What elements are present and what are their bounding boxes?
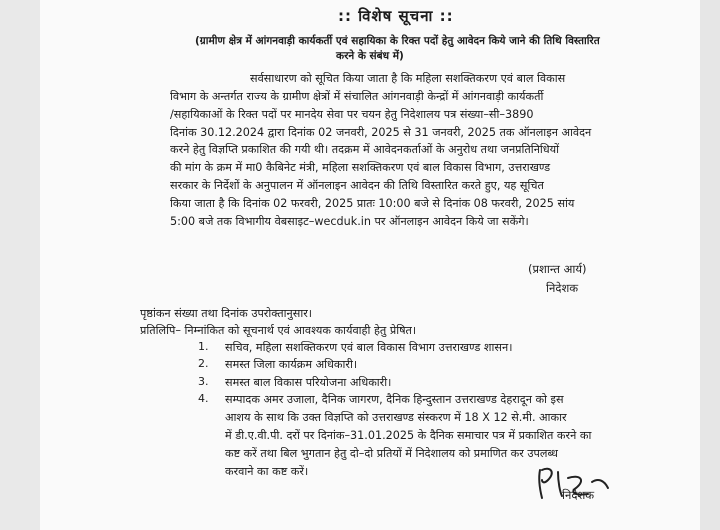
endorsement-heading: पृष्ठांकन संख्या तथा दिनांक उपरोक्तानुसार। [140,307,313,320]
notice-subject-line-1: (ग्रामीण क्षेत्र में आंगनवाड़ी कार्यकर्ती एवं सहायिका के रिक्त पदों हेतु आवेदन किये जाने की तिथि विस्तारित [195,35,600,47]
background-right-margin [700,0,720,530]
body-line: दिनांक 30.12.2024 द्वारा दिनांक 02 जनवरी, 2025 से 31 जनवरी, 2025 तक ऑनलाइन आवेदन [170,126,592,139]
list-item-number: 3. [198,375,209,388]
list-item-text: आशय के साथ कि उक्त विज्ञप्ति को उत्तराखण्ड संस्करण में 18 X 12 से.मी. आकार [225,411,567,424]
notice-subject-line-2: करने के संबंध में) [336,50,404,62]
list-item-text: समस्त बाल विकास परियोजना अधिकारी। [225,376,392,389]
body-line: सरकार के निर्देशों के अनुपालन में ऑनलाइन आवेदन की तिथि विस्तारित करते हुए, यह सूचित [170,179,544,192]
list-item-text: करवाने का कष्ट करें। [225,465,309,478]
signatory-name: (प्रशान्त आर्य) [528,262,587,276]
list-item-text: में डी.ए.वी.पी. दरों पर दिनांक–31.01.2025 के दैनिक समाचार पत्र में प्रकाशित करने का [225,429,592,442]
body-line: विभाग के अन्तर्गत राज्य के ग्रामीण क्षेत्रों में संचालित आंगनवाड़ी केन्द्रों में आंगनवाड़ी कार्यकर्ती [170,90,544,103]
body-line: किया जाता है कि दिनांक 02 फरवरी, 2025 प्रातः 10:00 बजे से दिनांक 08 फरवरी, 2025 सांय [170,197,575,210]
background-left-margin [0,0,40,530]
list-item-text: कष्ट करें तथा बिल भुगतान हेतु दो–दो प्रतियों में निदेशालय को प्रमाणित कर उपलब्ध [225,447,558,460]
list-item-text: समस्त जिला कार्यक्रम अधिकारी। [225,358,358,371]
signatory-designation: निदेशक [546,281,579,295]
body-line: 5:00 बजे तक विभागीय वेबसाइट–wecduk.in पर ऑनलाइन आवेदन किये जा सकेंगे। [170,215,529,228]
footer-designation: निदेशक [562,488,595,502]
list-item-number: 2. [198,357,209,370]
notice-title: :: विशेष सूचना :: [338,7,454,25]
body-line: सर्वसाधारण को सूचित किया जाता है कि महिला सशक्तिकरण एवं बाल विकास [250,72,566,85]
copy-to-line: प्रतिलिपि– निम्नांकित को सूचनार्थ एवं आवश्यक कार्यवाही हेतु प्रेषित। [140,324,417,337]
document-page [40,0,700,530]
list-item-text: सम्पादक अमर उजाला, दैनिक जागरण, दैनिक हिन्दुस्तान उत्तराखण्ड देहरादून को इस [225,393,564,406]
body-line: करने हेतु विज्ञप्ति प्रकाशित की गयी थी। तदक्रम में आवेदनकर्ताओं के अनुरोध तथा जनप्रतिनिधियों [170,143,560,156]
body-line: की मांग के क्रम में मा0 कैबिनेट मंत्री, महिला सशक्तिकरण एवं बाल विकास विभाग, उत्तराखण्ड [170,161,551,174]
body-line: /सहायिकाओं के रिक्त पदों पर मानदेय सेवा पर चयन हेतु निदेशालय पत्र संख्या–सी–3890 [170,108,534,121]
list-item-text: सचिव, महिला सशक्तिकरण एवं बाल विकास विभाग उत्तराखण्ड शासन। [225,341,513,354]
list-item-number: 4. [198,392,209,405]
list-item-number: 1. [198,340,209,353]
